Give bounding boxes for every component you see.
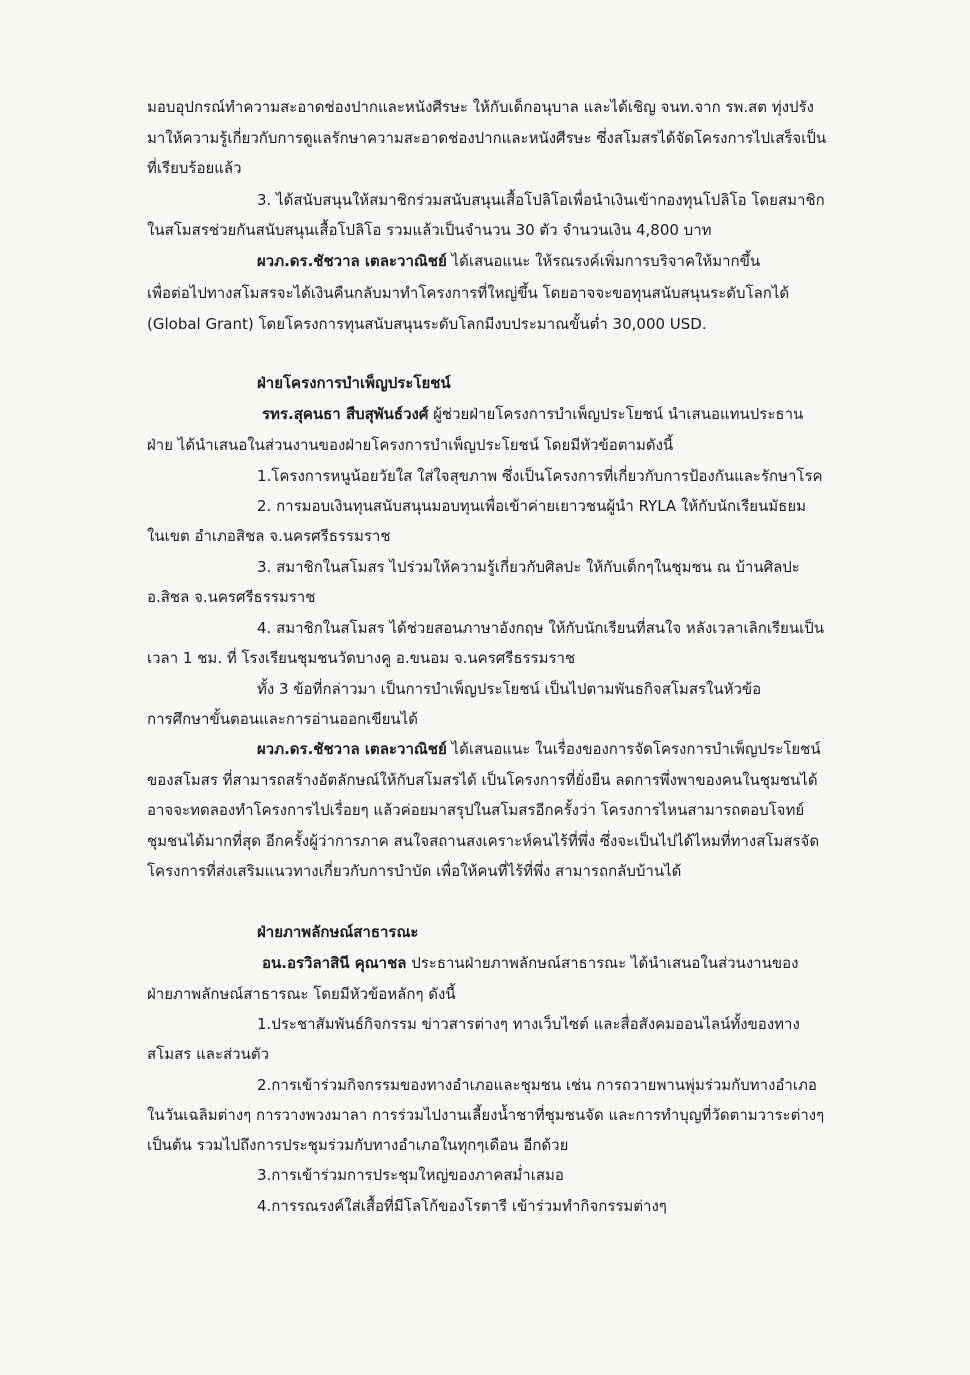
recommendation-line [257,739,821,759]
presenter-name: อน.อรวิลาสินี คุณาชล [262,954,407,972]
list-item-continuation: เป็นต้น รวมไปถึงการประชุมร่วมกับทางอำเภอในทุกๆเดือน อีกด้วย [147,1136,569,1154]
list-item: 3.การเข้าร่วมการประชุมใหญ่ของภาคสม่ำเสมอ [257,1166,564,1184]
paragraph-line: (Global Grant) โดยโครงการทุนสนับสนุนระดับโลกมีงบประมาณขั้นต่ำ 30,000 USD. [147,315,707,333]
recommendation-text: ได้เสนอแนะ ในเรื่องของการจัดโครงการบำเพ็ญประโยชน์ [446,740,821,758]
list-item-continuation: สโมสร และส่วนตัว [147,1045,269,1063]
list-item: 4.การรณรงค์ใส่เสื้อที่มีโลโก้ของโรตารี เข้าร่วมทำกิจกรรมต่างๆ [257,1197,667,1215]
paragraph-line: ของสโมสร ที่สามารถสร้างอัตลักษณ์ให้กับสโมสรได้ เป็นโครงการที่ยั่งยืน ลดการพึ่งพาของคนในชุมชนได้ [147,771,818,789]
list-item: 2. การมอบเงินทุนสนับสนุนมอบทุนเพื่อเข้าค่ายเยาวชนผู้นำ RYLA ให้กับนักเรียนมัธยม [257,497,807,515]
paragraph-line: ที่เรียบร้อยแล้ว [147,159,242,177]
list-item: 1.ประชาสัมพันธ์กิจกรรม ข่าวสารต่างๆ ทางเว็บไซต์ และสื่อสังคมออนไลน์ทั้งของทาง [257,1015,800,1033]
list-item-continuation: ในสโมสรช่วยกันสนับสนุนเสื้อโปลิโอ รวมแล้วเป็นจำนวน 30 ตัว จำนวนเงิน 4,800 บาท [147,221,712,239]
list-item-continuation: ในเขต อำเภอสิชล จ.นครศรีธรรมราช [147,527,391,545]
paragraph-line: โครงการที่ส่งเสริมแนวทางเกี่ยวกับการบำบัด เพื่อให้คนที่ไร้ที่พึ่ง สามารถกลับบ้านได้ [147,862,682,880]
list-item: 1.โครงการหนูน้อยวัยใส ใส่ใจสุขภาพ ซึ่งเป็นโครงการที่เกี่ยวกับการป้องกันและรักษาโรค [257,467,823,485]
paragraph-line: อาจจะทดลองทำโครงการไปเรื่อยๆ แล้วค่อยมาสรุปในสโมสรอีกครั้งว่า โครงการไหนสามารถตอบโจทย์ [147,801,805,819]
list-item: 3. ได้สนับสนุนให้สมาชิกร่วมสนับสนุนเสื้อโปลิโอเพื่อนำเงินเข้ากองทุนโปลิโอ โดยสมาชิก [257,191,825,209]
section-heading: ฝ่ายภาพลักษณ์สาธารณะ [257,923,419,941]
paragraph-line: เพื่อต่อไปทางสโมสรจะได้เงินคืนกลับมาทำโครงการที่ใหญ่ขึ้น โดยอาจจะขอทุนสนับสนุนระดับโลกได้ [147,284,790,302]
list-item-continuation: ในวันเฉลิมต่างๆ การวางพวงมาลา การร่วมไปงานเลี้ยงน้ำชาที่ชุมชนจัด และการทำบุญที่วัดตามวาระต่างๆ [147,1106,825,1124]
presenter-role: ผู้ช่วยฝ่ายโครงการบำเพ็ญประโยชน์ นำเสนอแทนประธาน [428,405,804,423]
speaker-name: ผวภ.ดร.ชัชวาล เตละวาณิชย์ [257,740,447,758]
paragraph-line: ทั้ง 3 ข้อที่กล่าวมา เป็นการบำเพ็ญประโยชน์ เป็นไปตามพันธกิจสโมสรในหัวข้อ [257,680,762,698]
paragraph-line: การศึกษาขั้นตอนและการอ่านออกเขียนได้ [147,710,418,728]
recommendation-line [257,251,760,271]
paragraph-line: ฝ่าย ได้นำเสนอในส่วนงานของฝ่ายโครงการบำเพ็ญประโยชน์ โดยมีหัวข้อตามดังนี้ [147,436,674,454]
presenter-line [262,953,798,973]
list-item-continuation: เวลา 1 ชม. ที่ โรงเรียนชุมชนวัดบางคู อ.ขนอม จ.นครศรีธรรมราช [147,649,576,667]
presenter-name: รทร.สุคนธา สืบสุพันธ์วงศ์ [262,405,429,423]
section-heading: ฝ่ายโครงการบำเพ็ญประโยชน์ [257,374,451,392]
presenter-role: ประธานฝ่ายภาพลักษณ์สาธารณะ ได้นำเสนอในส่วนงานของ [406,954,799,972]
list-item: 2.การเข้าร่วมกิจกรรมของทางอำเภอและชุมชน เช่น การถวายพานพุ่มร่วมกับทางอำเภอ [257,1076,817,1094]
presenter-line [262,404,803,424]
paragraph-line: ชุมชนได้มากที่สุด อีกครั้งผู้ว่าการภาค สนใจสถานสงเคราะห์คนไร้ที่พึ่ง ซึ่งจะเป็นไปได้ไหมที่ทางสโมสรจัด [147,832,820,850]
paragraph-line: มาให้ความรู้เกี่ยวกับการดูแลรักษาความสะอาดช่องปากและหนังศีรษะ ซึ่งสโมสรได้จัดโครงการไปเสร็จเป็น [147,129,827,147]
recommendation-text: ได้เสนอแนะ ให้รณรงค์เพิ่มการบริจาคให้มากขึ้น [446,252,761,270]
paragraph-line: มอบอุปกรณ์ทำความสะอาดช่องปากและหนังศีรษะ ให้กับเด็กอนุบาล และได้เชิญ จนท.จาก รพ.สต ทุ่งปรัง [147,98,814,116]
list-item: 3. สมาชิกในสโมสร ไปร่วมให้ความรู้เกี่ยวกับศิลปะ ให้กับเด็กๆในชุมชน ณ บ้านศิลปะ [257,558,800,576]
speaker-name: ผวภ.ดร.ชัชวาล เตละวาณิชย์ [257,252,447,270]
list-item: 4. สมาชิกในสโมสร ได้ช่วยสอนภาษาอังกฤษ ให้กับนักเรียนที่สนใจ หลังเวลาเลิกเรียนเป็น [257,619,824,637]
list-item-continuation: อ.สิชล จ.นครศรีธรรมราช [147,588,316,606]
paragraph-line: ฝ่ายภาพลักษณ์สาธารณะ โดยมีหัวข้อหลักๆ ดังนี้ [147,985,456,1003]
